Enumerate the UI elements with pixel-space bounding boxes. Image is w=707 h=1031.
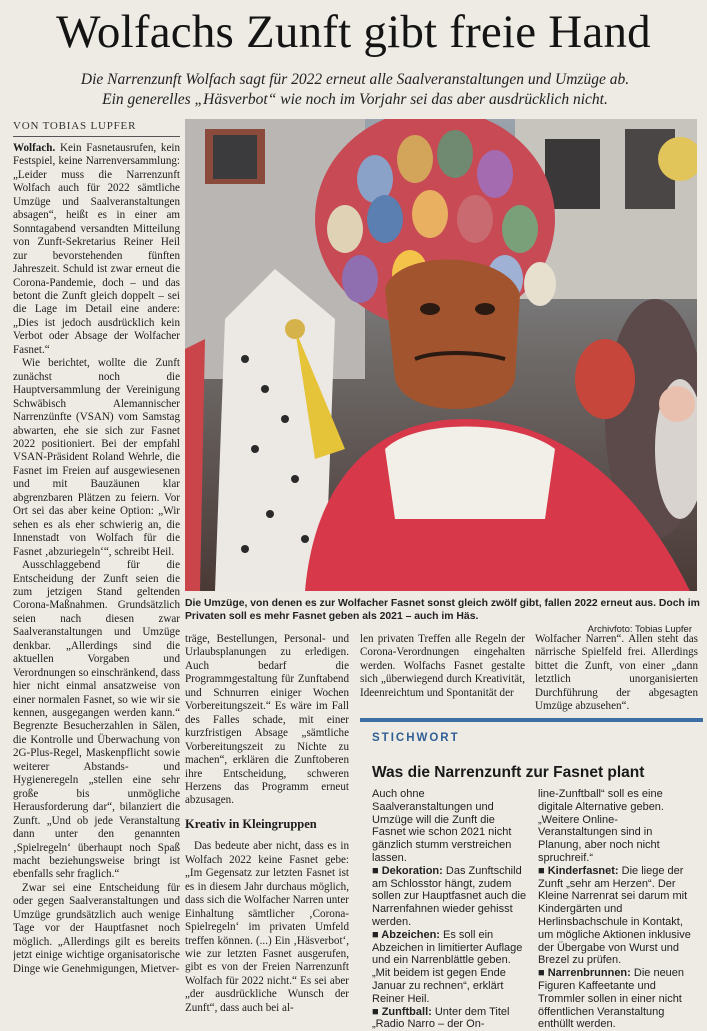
box-item-label: ■ Abzeichen: (372, 928, 440, 941)
box-item-label: ■ Dekoration: (372, 864, 443, 877)
paragraph: Wolfacher Narren“. Allen steht das närrische Spielfeld frei. Allerdings bittet die Zunft, von einer „dann letztlich unorganisierten Durchführung der abgesagten Umzüge abzusehen“. (535, 633, 698, 713)
box-item (538, 865, 696, 967)
paragraph: Wie berichtet, wollte die Zunft zunächst noch die Hauptversammlung der Vereinigung Schwäbisch Alemannischer Narrenzünfte (VSAN) vom Samstag abwarten, ehe sie sich zur Fasnet 2022 positioniert. Bei der empfahl VSAN-Präsident Roland Wehrle, die Fasnet im Freien auf ausgewiesenen und mit Bauzäunen klar abgrenzbaren Plätzen zu feiern. Vor Ort sei das aber keine Option: „Wir sehen es als eher schwierig an, die Innenstadt von Wolfach für die Fasnet ‚abzuriegeln‘“, schreibt Heil. (13, 357, 180, 558)
article-column-2 (185, 633, 349, 1021)
caption-text: Die Umzüge, von denen es zur Wolfacher Fasnet sonst gleich zwölf gibt, fallen 2022 erneut aus. Doch im Privaten soll es mehr Fasnet geben als 2021 – auch im Häs. (185, 598, 700, 622)
paragraph: Zwar sei eine Entscheidung für oder gegen Saalveranstaltungen und Umzüge grundsätzlich auch wenige Tage vor der Hauptfasnet noch möglich. „Allerdings gilt es bereits jetzt einige wichtige organisatorische Dinge wie Genehmigungen, Mietver- (13, 881, 180, 975)
subhead-line-2: Ein generelles „Häsverbot“ wie noch im Vorjahr sei das aber ausdrücklich nicht. (102, 91, 608, 108)
box-item-label: ■ Zunftball: (372, 1005, 432, 1018)
box-item (372, 929, 527, 1006)
article-column-3 (360, 633, 525, 713)
paragraph: Das bedeute aber nicht, dass es in Wolfach 2022 keine Fasnet gebe: „Im Gegensatz zur letzten Fasnet ist es in diesem Jahr durchaus möglich, dass sich die Wolfacher Narren unter Einhaltung sämtlicher ‚Corona-Spielregeln‘ im privaten Umfeld treffen können. (...) Ein ‚Häsverbot‘, wie zur letzten Fasnet ausgerufen, gibt es von der Freien Narrenzunft Wolfach für 2022 nicht.“ Es sei aber „der ausdrückliche Wunsch der Zunft“, dass auch bei al- (185, 840, 349, 1014)
box-item-text: Es soll ein Abzeichen in limitierter Auflage und ein Narrenblättle geben. „Mit beidem ist gegen Ende Januar zu rechnen“, erklärt Reiner Heil. (372, 928, 523, 1005)
paragraph: träge, Bestellungen, Personal- und Urlaubsplanungen zu erledigen. Auch bedarf die Programmgestaltung für Zunftabend und Schnurren einiger Wochen Vorbereitungszeit.“ Es wäre im Fall des Falles schade, mit einer kurzfristigen Absage „sämtliche Vorbereitungszeit zu Nichte zu machen“, erklären die Zunftoberen ihre Entscheidung, schweren Herzens das Programm erneut abzusagen. (185, 633, 349, 807)
photo-credit: Archivfoto: Tobias Lupfer (587, 624, 692, 635)
subheadline (40, 70, 670, 110)
box-item (372, 865, 527, 929)
byline-rule (13, 136, 180, 137)
paragraph: len privaten Treffen alle Regeln der Corona-Verordnungen eingehalten werden. Wolfachs Fasnet gestalte sich „überwiegend durch Kreativität, Ideenreichtum und Spontanität der (360, 633, 525, 699)
subhead-line-1: Die Narrenzunft Wolfach sagt für 2022 erneut alle Saalveranstaltungen und Umzüge ab. (80, 71, 630, 88)
box-column-left (372, 788, 527, 1031)
article-column-4 (535, 633, 698, 713)
narro-costume-photo (185, 119, 697, 591)
wooden-mask (385, 260, 520, 409)
box-item-text: Die neuen Figuren Kaffeetante und Trommler sollen in einer nicht öffentlichen Veranstaltung enthüllt werden. (538, 967, 685, 1031)
byline: VON TOBIAS LUPFER (13, 120, 137, 132)
box-item (538, 967, 696, 1031)
section-subheading: Kreativ in Kleingruppen (185, 816, 317, 831)
paragraph-text: Kein Fasnetausrufen, kein Festspiel, keine Narrenversammlung: „Leider muss die Narrenzunft Wolfach auch für 2022 sämtliche Umzüge und Saalveranstaltungen absagen“, heißt es in einer am Sonntagabend versandten Mitteilung von Zunft-Sekretarius Reiner Heil zur bevorstehenden fünften Jahreszeit. Schuld ist zwar erneut die Corona-Pandemie, doch – und das betont die Zunft gleich doppelt – sei die Lage im Detail eine andere: „Dies ist jedoch ausdrücklich kein Verbot oder Absage der Wolfacher Fasnet.“ (13, 142, 180, 356)
box-column-right (538, 788, 696, 1031)
box-intro: line-Zunftball“ soll es eine digitale Alternative geben. „Weitere Online-Veranstaltungen sind in Planung, aber noch nicht spruchreif.“ (538, 788, 664, 864)
box-tag: STICHWORT (372, 732, 460, 744)
box-intro: Auch ohne Saalveranstaltungen und Umzüge will die Zunft die Fasnet wie schon 2021 nicht gänzlich stumm verstreichen lassen. (372, 788, 512, 864)
box-item-label: ■ Narrenbrunnen: (538, 967, 631, 980)
article-photo (185, 119, 697, 591)
article-column-1 (13, 142, 180, 1022)
box-item (372, 1006, 527, 1031)
dateline: Wolfach. (13, 142, 56, 154)
headline: Wolfachs Zunft gibt freie Hand (56, 6, 651, 58)
box-item-label: ■ Kinderfasnet: (538, 864, 619, 877)
box-title: Was die Narrenzunft zur Fasnet plant (372, 764, 645, 781)
paragraph: Ausschlaggebend für die Entscheidung der Zunft seien die zum jetzigen Stand geltenden Corona-Maßnahmen. Grundsätzlich seien nach diesen zwar Saalveranstaltungen und Umzüge denkbar. „Allerdings sind die aktuellen Vorgaben und Verordnungen so einschränkend, dass hier nicht einmal ansatzweise von einer normalen Fasnet, so wie wir sie kennen, ausgegangen werden kann.“ Begrenzte Besucherzahlen in Sälen, die Kontrolle und Überwachung von 2G-Plus-Regel, Maskenpflicht sowie weiterer Abstands- und Hygieneregeln „stellen eine sehr große bis unmögliche Herausforderung dar“, bilanziert die Zunft. „Und ob jede Veranstaltung dann unter den genannten ‚Spielregeln‘ überhaupt noch Spaß macht beziehungsweise bringt ist ebenfalls sehr fraglich.“ (13, 559, 180, 881)
stichwort-box (360, 718, 703, 1031)
box-item-text: Die liege der Zunft „sehr am Herzen“. Der Kleine Narrenrat sei darum mit Kindergärten und Herlinsbachschule in Kontakt, um mögliche Aktionen inklusive der Übergabe von Wurst und Brezel zu prüfen. (538, 864, 691, 967)
box-item-text: Das Zunftschild am Schlosstor hängt, zudem sollen zur Hauptfasnet auch die Narrenfahnen wieder gehisst werden. (372, 864, 527, 928)
photo-caption (185, 597, 700, 636)
paragraph (13, 142, 180, 357)
box-item-text: Unter dem Titel „Radio Narro – der On- (372, 1005, 510, 1031)
